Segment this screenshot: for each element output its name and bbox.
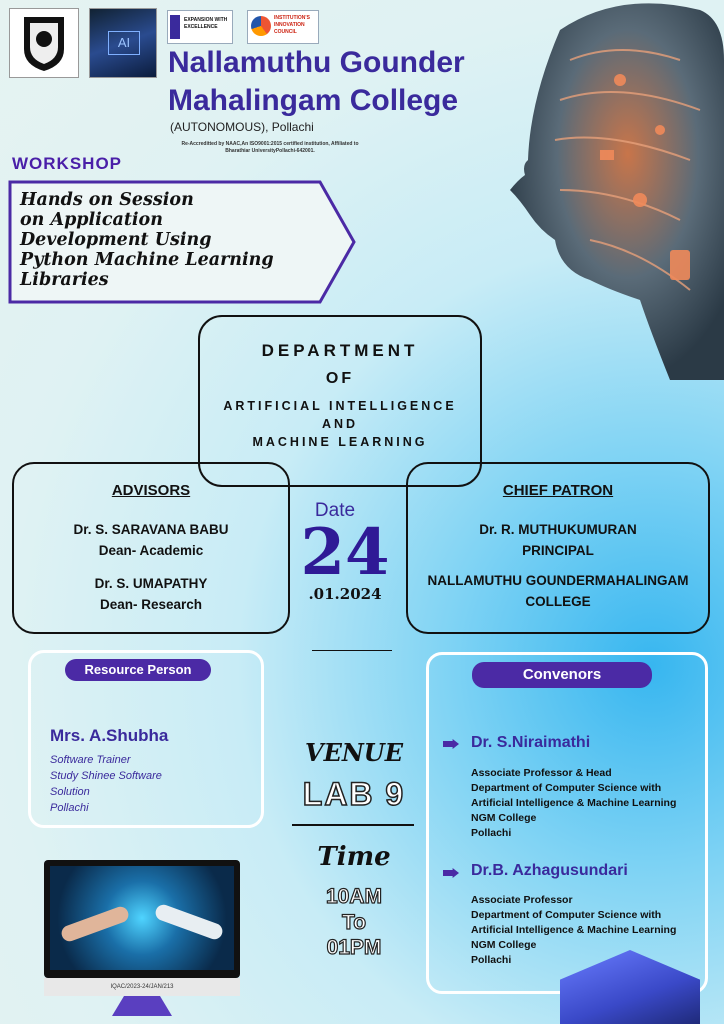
divider [292, 824, 414, 826]
convenor-detail-line: Department of Computer Science with [471, 782, 662, 794]
time-until: 01PM [326, 936, 382, 959]
advisor-role: Dean- Academic [98, 543, 204, 558]
venue-value: LAB 9 [302, 776, 406, 812]
date-label: Date [314, 500, 356, 521]
chief-patron-role: PRINCIPAL [522, 543, 594, 558]
workshop-title-line: Python Machine Learning [20, 250, 274, 270]
divider [312, 650, 392, 651]
convenor-detail-line: Artificial Intelligence & Machine Learning [471, 797, 677, 809]
workshop-title [20, 190, 340, 290]
advisor-role: Dean- Research [99, 597, 203, 612]
convenors-label: Convenors [472, 662, 652, 688]
iqac-code: IQAC/2023-24/JAN/213 [44, 978, 240, 996]
time-label: Time [317, 842, 391, 872]
autonomous-label: (AUTONOMOUS), Pollachi [170, 120, 314, 134]
iic-logo-text: INSTITUTION'S INNOVATION COUNCIL [274, 15, 310, 35]
department-line: DEPARTMENT [261, 341, 419, 360]
resource-person-label: Resource Person [65, 659, 211, 681]
time-from: 10AM [325, 885, 383, 908]
convenor-name: Dr. S.Niraimathi [471, 734, 591, 751]
workshop-title-line: Libraries [20, 270, 109, 290]
convenor-detail-line: Artificial Intelligence & Machine Learning [471, 924, 677, 936]
monitor-stand [112, 996, 172, 1016]
chief-patron-name: Dr. R. MUTHUKUMURAN [479, 522, 637, 537]
resource-detail-line: Software Trainer [50, 754, 131, 766]
convenor-detail-line: NGM College [471, 812, 537, 824]
workshop-title-line: Hands on Session [20, 190, 194, 210]
accreditation-text: Re-Accreditted by NAAC,An ISO9001:2015 certified institution, Affiliated to Bharathiar UniversityPollachi-642001. [181, 141, 359, 154]
college-name: Nallamuthu Gounder Mahalingam College [168, 46, 465, 117]
iic-logo [247, 10, 319, 44]
resource-detail-line: Pollachi [50, 802, 89, 814]
workshop-label: WORKSHOP [12, 154, 122, 173]
advisor-name: Dr. S. SARAVANA BABU [73, 522, 229, 537]
department-and: AND [321, 417, 359, 431]
convenor-detail-line: Associate Professor [471, 894, 573, 906]
robot-hand [153, 903, 224, 942]
workshop-title-line: on Application [20, 210, 163, 230]
convenor-detail-line: Associate Professor & Head [471, 767, 612, 779]
time-to: To [341, 911, 367, 934]
ai-logo-text: AI [108, 31, 140, 55]
convenor-detail-line: Pollachi [471, 954, 512, 966]
chief-patron-college: COLLEGE [525, 594, 591, 609]
advisor-name: Dr. S. UMAPATHY [94, 576, 208, 591]
convenor-name: Dr.B. Azhagusundari [471, 862, 628, 879]
date-day: 24 [300, 515, 390, 590]
date-month-year: .01.2024 [308, 585, 382, 603]
venue-label: VENUE [304, 738, 404, 767]
monitor-illustration [44, 860, 240, 978]
convenor-detail-line: Department of Computer Science with [471, 909, 662, 921]
ai-logo [89, 8, 157, 78]
human-hand [59, 905, 130, 944]
monitor-screen [50, 866, 234, 970]
advisors-heading: ADVISORS [111, 482, 191, 499]
department-of: OF [325, 370, 355, 387]
ai-head-illustration [500, 0, 724, 380]
resource-person-name: Mrs. A.Shubha [50, 726, 169, 745]
resource-detail-line: Study Shinee Software [50, 770, 162, 782]
chief-patron-heading: CHIEF PATRON [502, 482, 614, 499]
department-ml: MACHINE LEARNING [252, 435, 428, 449]
resource-person-details [50, 752, 162, 816]
naac-logo-text: EXPANSION WITH EXCELLENCE [184, 17, 228, 30]
convenor-detail-line: Pollachi [471, 827, 512, 839]
resource-detail-line: Solution [50, 786, 90, 798]
convenor-detail-line: NGM College [471, 939, 537, 951]
department-ai: ARTIFICIAL INTELLIGENCE [223, 399, 457, 413]
chief-patron-college: NALLAMUTHU GOUNDERMAHALINGAM [427, 573, 689, 588]
convenor-details [471, 766, 676, 841]
college-emblem-logo [9, 8, 79, 78]
workshop-title-line: Development Using [20, 230, 212, 250]
naac-logo [167, 10, 233, 44]
